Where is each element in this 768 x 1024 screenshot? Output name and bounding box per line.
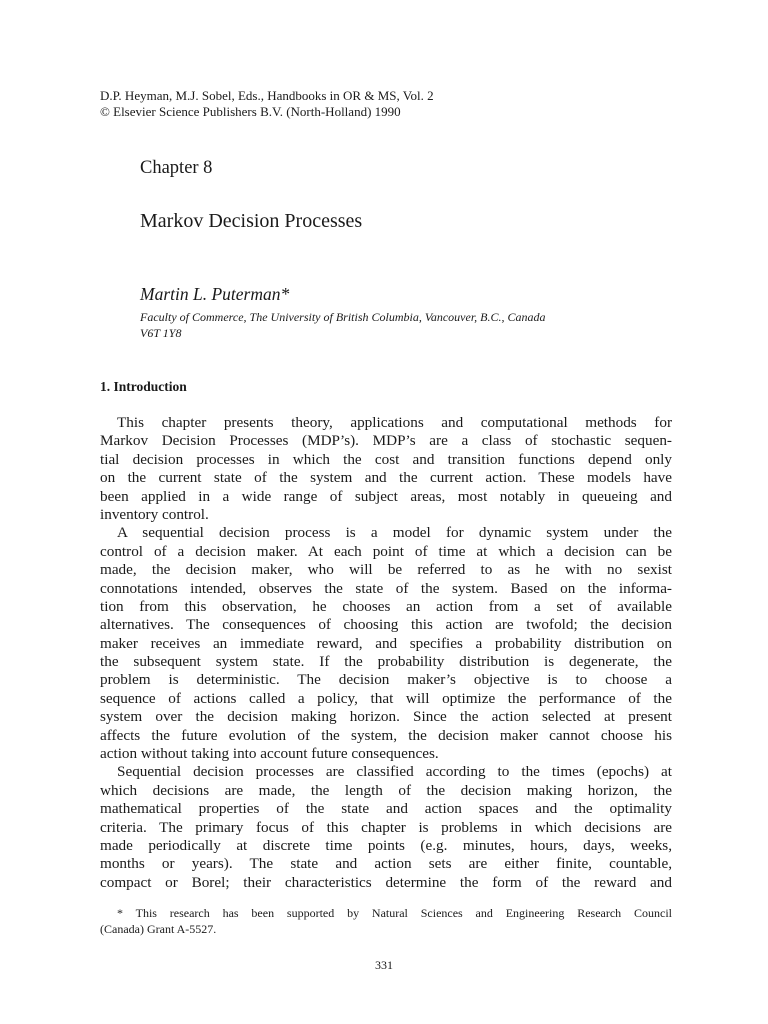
text-line: made, the decision maker, who will be referred to as he with no sexist bbox=[100, 561, 672, 579]
citation-line-1: D.P. Heyman, M.J. Sobel, Eds., Handbooks in OR & MS, Vol. 2 bbox=[100, 88, 434, 103]
text-line: compact or Borel; their characteristics determine the form of the reward and bbox=[100, 873, 672, 891]
footnote-line-2: (Canada) Grant A-5527. bbox=[100, 921, 217, 936]
text-line: on the current state of the system and the current action. These models have bbox=[100, 469, 672, 487]
text-line: action without taking into account future consequences. bbox=[100, 745, 439, 763]
affiliation-line-1: Faculty of Commerce, The University of British Columbia, Vancouver, B.C., Canada bbox=[140, 310, 546, 324]
text-line: mathematical properties of the state and action spaces and the optimality bbox=[100, 800, 672, 818]
text-line: connotations intended, observes the state of the system. Based on the informa- bbox=[100, 579, 672, 597]
author-affiliation bbox=[140, 309, 660, 341]
text-line: maker receives an immediate reward, and specifies a probability distribution on bbox=[100, 634, 672, 652]
text-line: sequence of actions called a policy, that will optimize the performance of the bbox=[100, 689, 672, 707]
author-name: Martin L. Puterman* bbox=[140, 284, 290, 304]
page-number: 331 bbox=[375, 958, 393, 972]
body-text bbox=[100, 414, 672, 892]
paragraph-3 bbox=[100, 763, 672, 892]
chapter-label: Chapter 8 bbox=[140, 158, 213, 178]
text-line: affects the future evolution of the system, the decision maker cannot choose his bbox=[100, 726, 672, 744]
text-line: tial decision processes in which the cost and transition functions depend only bbox=[100, 450, 672, 468]
footnote-line-1: * This research has been supported by Natural Sciences and Engineering Research Council bbox=[117, 906, 672, 920]
text-line: which decisions are made, the length of the decision making horizon, the bbox=[100, 781, 672, 799]
text-line: inventory control. bbox=[100, 505, 209, 523]
citation-line-2: © Elsevier Science Publishers B.V. (North-Holland) 1990 bbox=[100, 104, 401, 119]
citation-header bbox=[100, 88, 660, 120]
text-line: Sequential decision processes are classified according to the times (epochs) at bbox=[117, 763, 672, 781]
text-line: criteria. The primary focus of this chapter is problems in which decisions are bbox=[100, 818, 672, 836]
text-line: problem is deterministic. The decision maker’s objective is to choose a bbox=[100, 671, 672, 689]
paragraph-1 bbox=[100, 414, 672, 524]
text-line: Markov Decision Processes (MDP’s). MDP’s are a class of stochastic sequen- bbox=[100, 432, 672, 450]
chapter-title: Markov Decision Processes bbox=[140, 210, 363, 232]
text-line: control of a decision maker. At each point of time at which a decision can be bbox=[100, 542, 672, 560]
paragraph-2 bbox=[100, 524, 672, 763]
text-line: A sequential decision process is a model for dynamic system under the bbox=[117, 524, 672, 542]
text-line: made periodically at discrete time points (e.g. minutes, hours, days, weeks, bbox=[100, 836, 672, 854]
section-heading: 1. Introduction bbox=[100, 379, 187, 394]
text-line: This chapter presents theory, applications and computational methods for bbox=[117, 414, 672, 431]
text-line: been applied in a wide range of subject areas, most notably in queueing and bbox=[100, 487, 672, 505]
text-line: the subsequent system state. If the probability distribution is degenerate, the bbox=[100, 653, 672, 671]
text-line: months or years). The state and action sets are either finite, countable, bbox=[100, 855, 672, 873]
text-line: tion from this observation, he chooses an action from a set of available bbox=[100, 597, 672, 615]
text-line: alternatives. The consequences of choosing this action are twofold; the decision bbox=[100, 616, 672, 634]
footnote bbox=[100, 906, 672, 937]
affiliation-line-2: V6T 1Y8 bbox=[140, 326, 182, 340]
text-line: system over the decision making horizon. Since the action selected at present bbox=[100, 708, 672, 726]
